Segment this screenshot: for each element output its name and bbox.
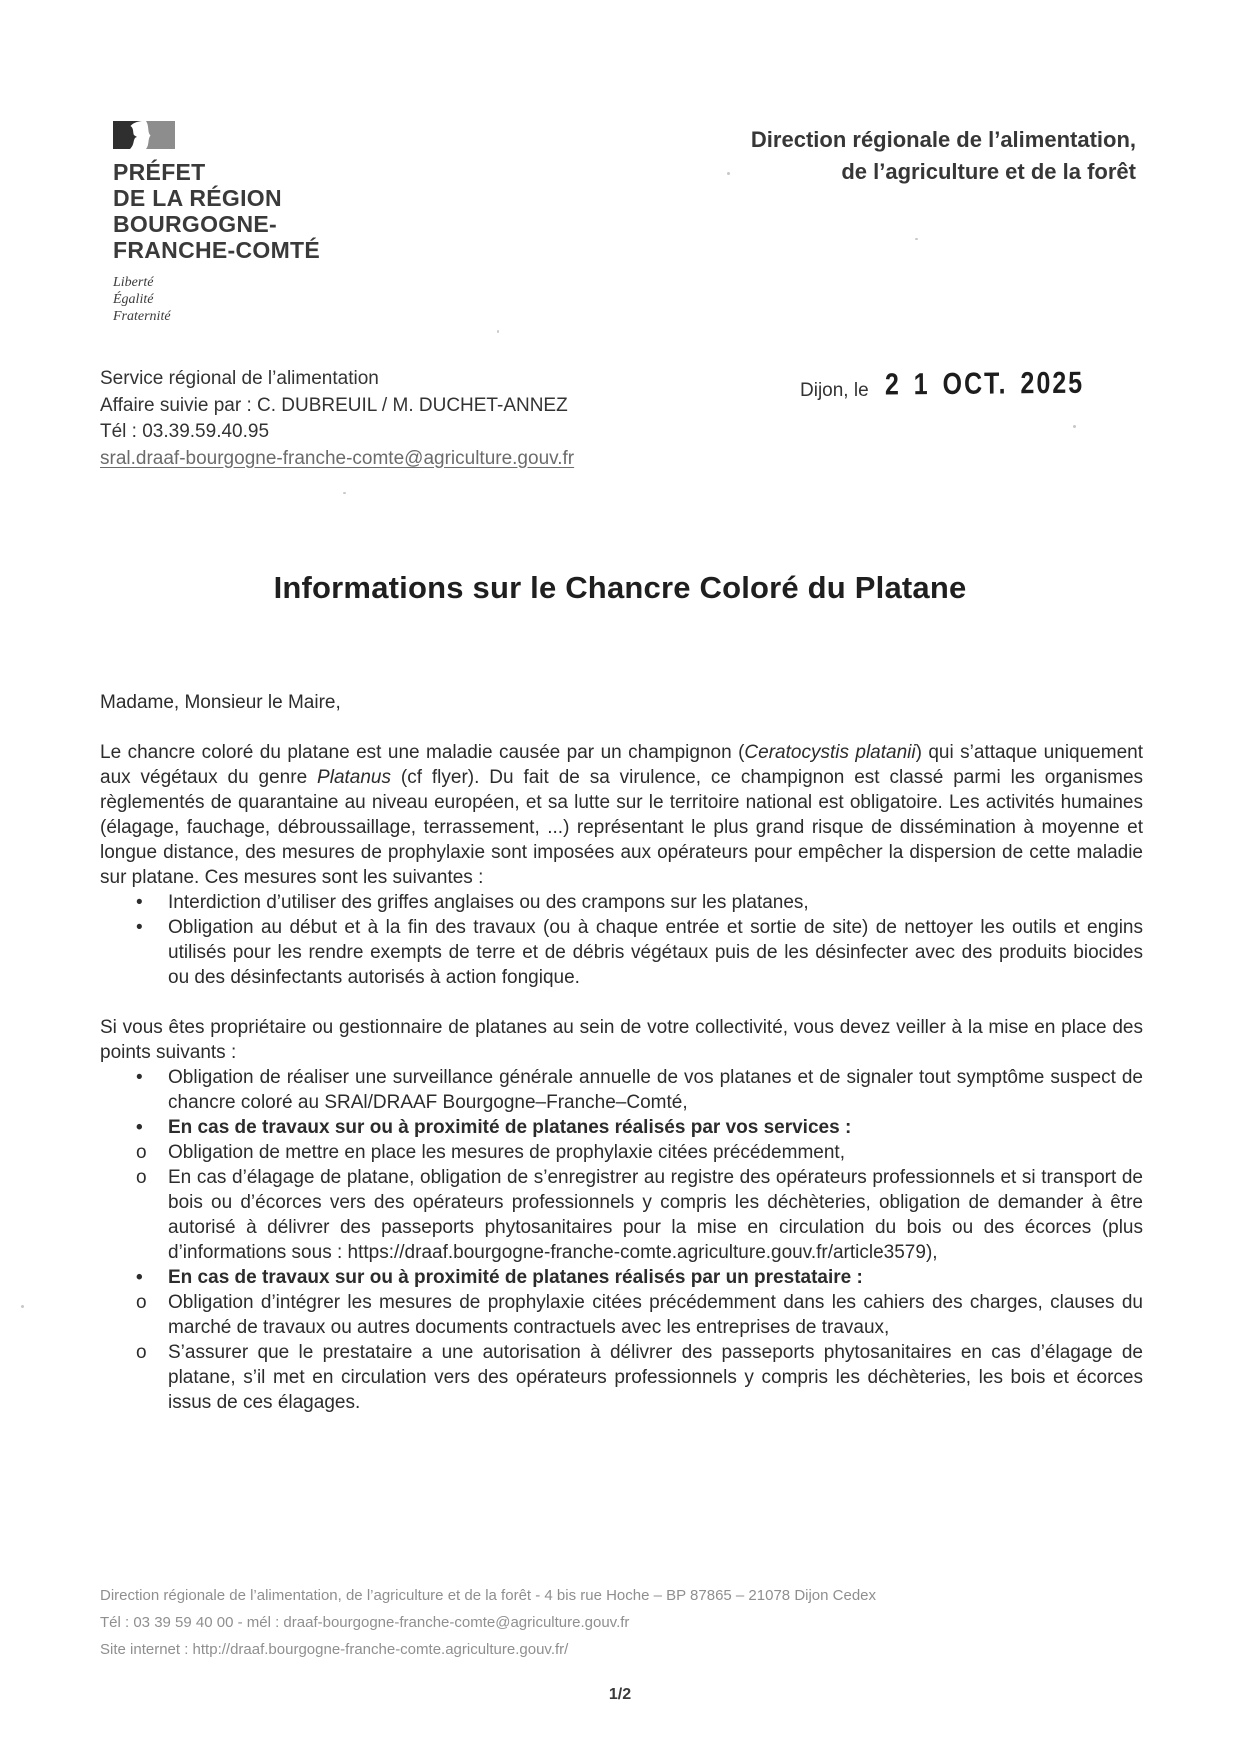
- direction-line: Direction régionale de l’alimentation,: [750, 127, 1136, 152]
- list-item-text: S’assurer que le prestataire a une autorisation à délivrer des passeports phytosanitaires en cas d’élagage de platane, s’il met en circulation vers des opérateurs professionnels y compris les déchèteries, les bois et écorces issus de ces élagages.: [168, 1342, 1143, 1413]
- circle-bullet-icon: o: [136, 1342, 147, 1363]
- letter-body: [100, 690, 1143, 1415]
- motto-line: Fraternité: [113, 309, 171, 324]
- list-item-text: En cas de travaux sur ou à proximité de platanes réalisés par un prestataire :: [168, 1267, 863, 1288]
- scan-speck: [497, 330, 499, 333]
- bullet-icon: •: [136, 917, 143, 938]
- list-item-text: Interdiction d’utiliser des griffes anglaises ou des crampons sur les platanes,: [168, 892, 809, 913]
- circle-bullet-icon: o: [136, 1167, 147, 1188]
- page-number: 1/2: [608, 1686, 632, 1703]
- sender-phone: Tél : 03.39.59.40.95: [100, 421, 270, 442]
- republic-motto: [113, 274, 320, 325]
- bullet-icon: •: [136, 892, 143, 913]
- prefect-line: BOURGOGNE-: [113, 211, 277, 237]
- text-run: Le chancre coloré du platane est une maladie causée par un champignon (: [100, 742, 745, 763]
- list-item-heading: [100, 1115, 1143, 1140]
- list-item-text: Obligation d’intégrer les mesures de prophylaxie citées précédemment dans les cahiers des charges, clauses du marché de travaux ou autres documents contractuels avec les entreprises de travaux,: [168, 1292, 1143, 1338]
- footer-website: Site internet : http://draaf.bourgogne-franche-comte.agriculture.gouv.fr/: [100, 1641, 569, 1658]
- list-item: [100, 915, 1143, 990]
- prefect-line: DE LA RÉGION: [113, 185, 282, 211]
- scan-speck: [343, 492, 346, 494]
- list-item-text: Obligation de réaliser une surveillance générale annuelle de vos platanes et de signaler tout symptôme suspect de chancre coloré au SRAl/DRAAF Bourgogne–Franche–Comté,: [168, 1067, 1143, 1113]
- list-item: [100, 890, 1143, 915]
- prefect-line: PRÉFET: [113, 159, 206, 185]
- sub-list-item: [100, 1340, 1143, 1415]
- scan-speck: [915, 238, 918, 240]
- sub-list-item: [100, 1140, 1143, 1165]
- text-run: (cf flyer). Du fait de sa virulence, ce champignon est classé parmi les organismes règlementés de quarantaine au niveau européen, et sa lutte sur le territoire national est obligatoire. Les activités humaines (élagage, fauchage, débroussaillage, terrassement, ...) représentant le plus grand risque de dissémination à moyenne et longue distance, des mesures de prophylaxie sont imposées aux opérateurs pour empêcher la dispersion de cette maladie sur platane. Ces mesures sont les suivantes :: [100, 767, 1144, 888]
- scan-speck: [21, 1305, 24, 1308]
- date-stamp: 2 1 OCT. 2025: [884, 365, 1084, 402]
- latin-name-italic: Ceratocystis platanii: [744, 742, 916, 763]
- scan-speck: [1073, 425, 1076, 428]
- footer-address: Direction régionale de l’alimentation, de l’agriculture et de la forêt - 4 bis rue Hoche – BP 87865 – 21078 Dijon Cedex: [100, 1587, 877, 1604]
- list-item-heading: [100, 1265, 1143, 1290]
- list-item-text: En cas d’élagage de platane, obligation de s’enregistrer au registre des opérateurs professionnels et si transport de bois ou d’écorces vers des opérateurs professionnels y compris les déchèteries, obligation de demander à être autorisé à délivrer des passeports phytosanitaires pour la mise en circulation du bois ou des écorces (plus d’informations sous : https://draaf.bourgogne-franche-comte.agriculture.gouv.fr/article3579),: [168, 1167, 1143, 1263]
- prefect-line: FRANCHE-COMTÉ: [113, 237, 321, 263]
- paragraph-owner-obligations: Si vous êtes propriétaire ou gestionnaire de platanes au sein de votre collectivité, vous devez veiller à la mise en place des points suivants :: [100, 1017, 1143, 1063]
- list-item-text: En cas de travaux sur ou à proximité de platanes réalisés par vos services :: [168, 1117, 852, 1138]
- salutation: Madame, Monsieur le Maire,: [100, 692, 341, 713]
- sender-service: Service régional de l’alimentation: [100, 368, 379, 389]
- direction-line: de l’agriculture et de la forêt: [841, 159, 1136, 184]
- paragraph-disease-intro: [100, 740, 1143, 890]
- measures-list: [100, 890, 1143, 990]
- sub-list-item: [100, 1165, 1143, 1265]
- sender-email-link[interactable]: sral.draaf-bourgogne-franche-comte@agriculture.gouv.fr: [100, 447, 575, 469]
- bullet-icon: •: [136, 1117, 143, 1138]
- motto-line: Liberté: [113, 275, 154, 290]
- letter-title: Informations sur le Chancre Coloré du Platane: [273, 570, 967, 605]
- dateline: [800, 365, 1084, 403]
- footer-contact: Tél : 03 39 59 40 00 - mél : draaf-bourgogne-franche-comte@agriculture.gouv.fr: [100, 1614, 630, 1631]
- obligations-list: [100, 1065, 1143, 1415]
- scan-speck: [727, 172, 730, 175]
- motto-line: Égalité: [113, 292, 154, 307]
- text-run: ) qui s’attaque uniquement aux végétaux du genre: [100, 742, 1143, 788]
- sub-list-item: [100, 1290, 1143, 1340]
- latin-name-italic: Platanus: [317, 767, 391, 788]
- bullet-icon: •: [136, 1267, 143, 1288]
- list-item: [100, 1065, 1143, 1115]
- list-item-text: Obligation de mettre en place les mesures de prophylaxie citées précédemment,: [168, 1142, 845, 1163]
- prefect-logo-block: [113, 120, 320, 325]
- list-item-text: Obligation au début et à la fin des travaux (ou à chaque entrée et sortie de site) de nettoyer les outils et engins utilisés pour les rendre exempts de terre et de débris végétaux puis de les désinfecter avec des produits biocides ou des désinfectants autorisés à action fongique.: [168, 917, 1143, 988]
- circle-bullet-icon: o: [136, 1142, 147, 1163]
- circle-bullet-icon: o: [136, 1292, 147, 1313]
- direction-header: [751, 124, 1136, 188]
- marianne-logo-icon: [113, 120, 175, 150]
- letter-footer: [100, 1582, 876, 1663]
- sender-block: [100, 366, 574, 472]
- sender-handled-by: Affaire suivie par : C. DUBREUIL / M. DUCHET-ANNEZ: [100, 394, 568, 416]
- dateline-place: Dijon, le: [800, 380, 869, 401]
- bullet-icon: •: [136, 1067, 143, 1088]
